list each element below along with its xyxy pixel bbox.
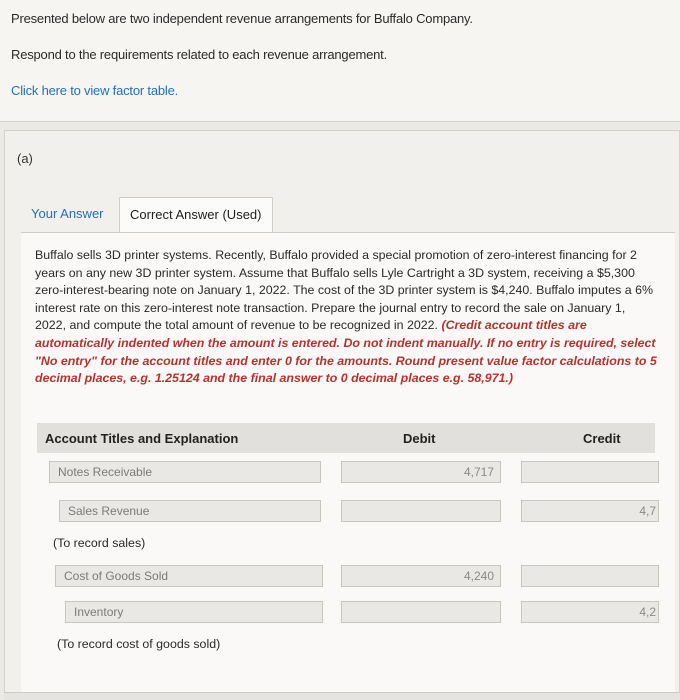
credit-field-notes-receivable[interactable]	[521, 461, 659, 483]
debit-field-cost-of-goods-sold[interactable]: 4,240	[341, 565, 501, 587]
answer-tabs	[5, 197, 680, 233]
factor-table-link[interactable]: Click here to view factor table.	[11, 83, 179, 98]
credit-field-cost-of-goods-sold[interactable]	[521, 565, 659, 587]
account-field-notes-receivable[interactable]: Notes Receivable	[49, 461, 321, 483]
problem-instructions: (Credit account titles are automatically indented when the amount is entered. Do not indent manually. If no entry is required, select "No entry" for the account titles and enter 0 for the amounts. Round present value factor calculations to 5 decimal places, e.g. 1.25124 and the final answer to 0 decimal places e.g. 58,971.)	[35, 318, 657, 386]
caption-record-cogs: (To record cost of goods sold)	[57, 637, 221, 651]
account-field-inventory[interactable]: Inventory	[65, 601, 323, 623]
answer-content	[21, 232, 675, 700]
credit-field-sales-revenue[interactable]: 4,7	[521, 500, 659, 522]
intro-line-1: Presented below are two independent revenue arrangements for Buffalo Company.	[11, 11, 473, 26]
intro-panel	[0, 0, 680, 122]
debit-field-sales-revenue[interactable]	[341, 500, 501, 522]
intro-line-2: Respond to the requirements related to each revenue arrangement.	[11, 47, 387, 62]
debit-field-inventory[interactable]	[341, 601, 501, 623]
header-account: Account Titles and Explanation	[45, 431, 239, 446]
account-field-sales-revenue[interactable]: Sales Revenue	[59, 500, 321, 522]
next-section-edge	[4, 692, 680, 700]
credit-field-inventory[interactable]: 4,2	[521, 601, 659, 623]
header-credit: Credit	[583, 431, 621, 446]
tab-correct-answer[interactable]: Correct Answer (Used)	[119, 197, 273, 233]
journal-header-row	[37, 423, 655, 453]
part-a-section	[4, 130, 680, 700]
problem-text: Buffalo sells 3D printer systems. Recently, Buffalo provided a special promotion of zero-interest financing for 2 years on any new 3D printer system. Assume that Buffalo sells Lyle Cartright a 3D system, receiving a $5,300 zero-interest-bearing note on January 1, 2022. The cost of the 3D printer system is $4,240. Buffalo imputes a 6% interest rate on this zero-interest note transaction. Prepare the journal entry to record the sale on January 1, 2022, and compute the total amount of revenue to be recognized in 2022.	[35, 248, 654, 333]
caption-record-sales: (To record sales)	[53, 536, 146, 550]
tab-your-answer[interactable]: Your Answer	[31, 206, 104, 221]
part-label: (a)	[17, 151, 33, 166]
header-debit: Debit	[403, 431, 436, 446]
account-field-cost-of-goods-sold[interactable]: Cost of Goods Sold	[55, 565, 323, 587]
debit-field-notes-receivable[interactable]: 4,717	[341, 461, 501, 483]
problem-statement	[35, 247, 657, 388]
